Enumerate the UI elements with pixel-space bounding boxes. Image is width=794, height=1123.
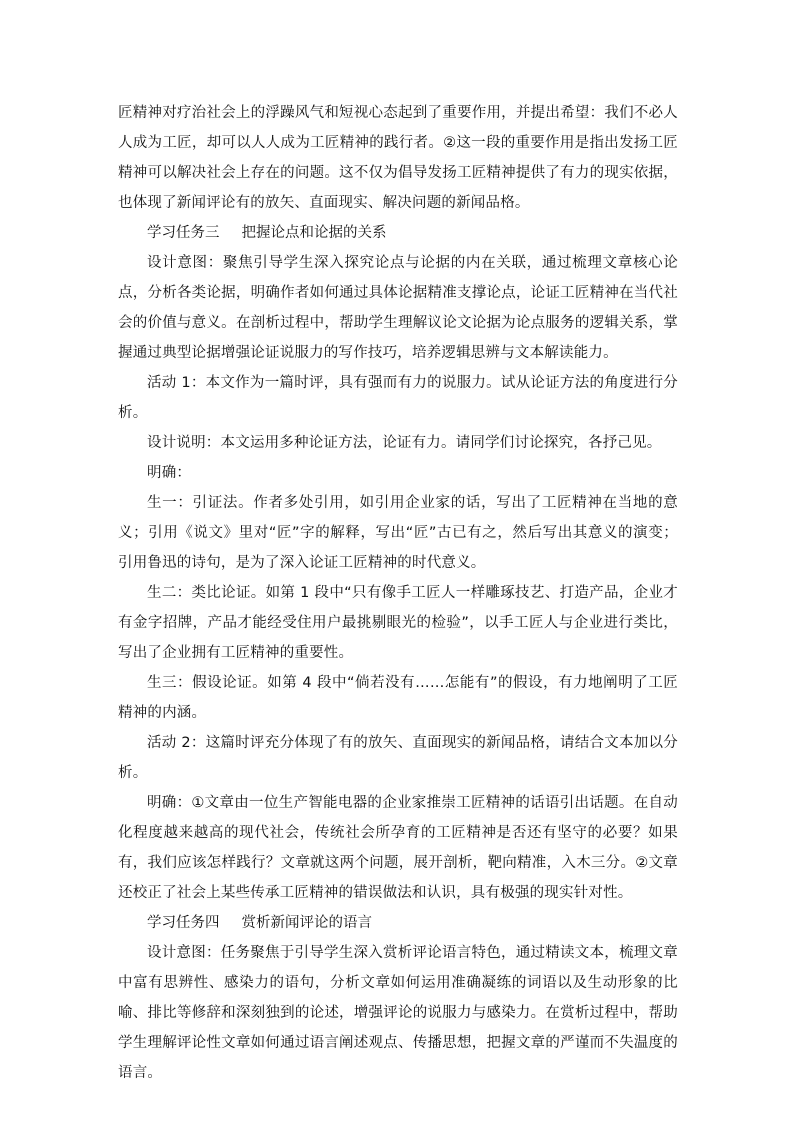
- activity-2-clarify: 明确：①文章由一位生产智能电器的企业家推崇工匠精神的话语引出话题。在自动化程度越来越高的现代社会，传统社会所孕育的工匠精神是否还有坚守的必要？如果有，我们应该怎样践行？文章就这两个问题，展开剖析，靶向精准，入木三分。②文章还校正了社会上某些传承工匠精神的错误做法和认识，具有极强的现实针对性。: [118, 795, 678, 901]
- task4-title: 赏析新闻评论的语言: [241, 915, 372, 931]
- task3-title: 把握论点和论据的关系: [241, 225, 387, 241]
- student-1-answer: 生一：引证法。作者多处引用，如引用企业家的话，写出了工匠精神在当地的意义；引用《说文》里对“匠”字的解释，写出“匠”古已有之，然后写出其意义的演变；引用鲁迅的诗句，是为了深入论证工匠精神的时代意义。: [118, 495, 678, 571]
- clarify-label: 明确：: [147, 465, 192, 481]
- activity-2: 活动 2：这篇时评充分体现了有的放矢、直面现实的新闻品格，请结合文本加以分析。: [118, 735, 678, 781]
- student-2-answer: 生二：类比论证。如第 1 段中“只有像手工匠人一样雕琢技艺、打造产品，企业才有金字招牌，产品才能经受住用户最挑剔眼光的检验”，以手工匠人与企业进行类比，写出了企业拥有工匠精神的重要性。: [118, 585, 678, 661]
- task3-label: 学习任务三: [147, 225, 220, 241]
- activity-1: 活动 1：本文作为一篇时评，具有强而有力的说服力。试从论证方法的角度进行分析。: [118, 375, 678, 421]
- student-3-answer: 生三：假设论证。如第 4 段中“倘若没有……怎能有”的假设，有力地阐明了工匠精神的内涵。: [118, 675, 678, 721]
- document-page: [118, 98, 678, 1088]
- activity-1-design-note: 设计说明：本文运用多种论证方法，论证有力。请同学们讨论探究，各抒己见。: [147, 435, 662, 451]
- task3-design-intent: 设计意图：聚焦引导学生深入探究论点与论据的内在关联，通过梳理文章核心论点，分析各类论据，明确作者如何通过具体论据精准支撑论点，论证工匠精神在当代社会的价值与意义。在剖析过程中，帮助学生理解议论文论据为论点服务的逻辑关系，掌握通过典型论据增强论证说服力的写作技巧，培养逻辑思辨与文本解读能力。: [118, 255, 678, 361]
- paragraph-intro-continued: 匠精神对疗治社会上的浮躁风气和短视心态起到了重要作用，并提出希望：我们不必人人成为工匠，却可以人人成为工匠精神的践行者。②这一段的重要作用是指出发扬工匠精神可以解决社会上存在的问题。这不仅为倡导发扬工匠精神提供了有力的现实依据，也体现了新闻评论有的放矢、直面现实、解决问题的新闻品格。: [118, 105, 678, 211]
- task4-design-intent: 设计意图：任务聚焦于引导学生深入赏析评论语言特色，通过精读文本，梳理文章中富有思辨性、感染力的语句，分析文章如何运用准确凝练的词语以及生动形象的比喻、排比等修辞和深刻独到的论述，增强评论的说服力与感染力。在赏析过程中，帮助学生理解评论性文章如何通过语言阐述观点、传播思想，把握文章的严谨而不失温度的语言。: [118, 945, 678, 1081]
- task4-heading: [118, 908, 678, 938]
- task4-label: 学习任务四: [147, 915, 220, 931]
- task3-heading: [118, 218, 678, 248]
